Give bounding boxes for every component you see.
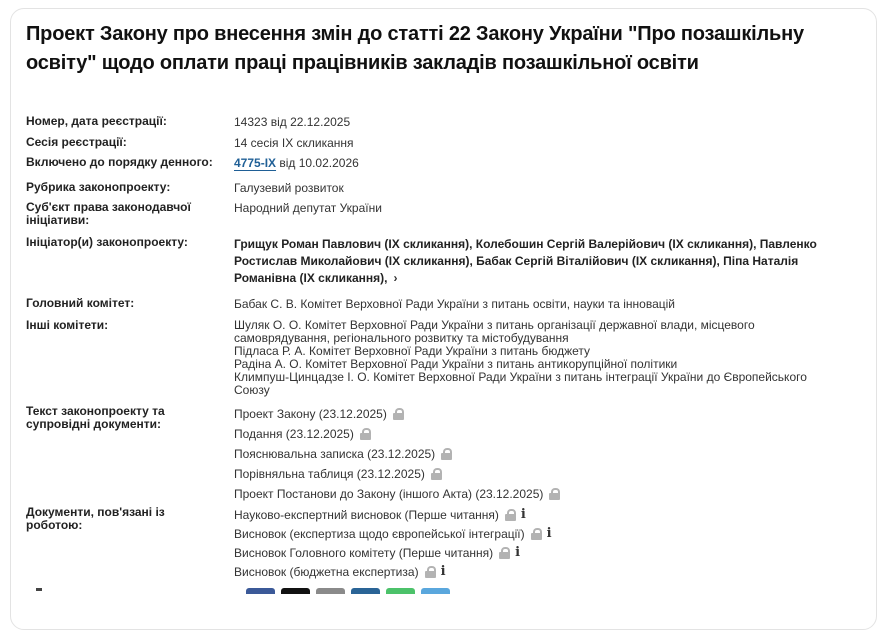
info-icon[interactable]: i	[520, 506, 526, 522]
agenda-date: від 10.02.2026	[276, 156, 359, 170]
field-label: Номер, дата реєстрації:	[26, 114, 167, 128]
document-title[interactable]: Висновок (експертиза щодо європейської інтеграції)	[234, 526, 525, 541]
document-title[interactable]: Висновок Головного комітету (Перше читання)	[234, 545, 494, 560]
field-value: Бабак С. В. Комітет Верховної Ради України з питань освіти, науки та інновацій	[234, 297, 675, 311]
field-label: Інші комітети:	[26, 318, 109, 332]
share-button[interactable]	[316, 588, 345, 594]
share-button[interactable]	[351, 588, 380, 594]
related-document-item[interactable]	[234, 505, 856, 524]
field-value: Народний депутат України	[234, 201, 382, 215]
lock-icon	[441, 448, 452, 460]
lock-icon	[360, 428, 371, 440]
field-value	[234, 156, 856, 170]
field-label: Текст законопроекту та супровідні документи:	[26, 404, 165, 431]
field-subject	[26, 201, 856, 227]
related-documents-list	[234, 505, 856, 581]
lock-icon	[431, 468, 442, 480]
document-item[interactable]	[234, 484, 856, 504]
related-document-item[interactable]	[234, 562, 856, 581]
initiators-list	[234, 236, 840, 287]
info-icon[interactable]: i	[546, 525, 552, 541]
lock-icon	[505, 509, 516, 521]
field-label: Включено до порядку денного:	[26, 155, 213, 169]
field-value: 14323 від 22.12.2025	[234, 115, 351, 129]
document-item[interactable]	[234, 404, 856, 424]
agenda-link[interactable]: 4775-IX	[234, 156, 277, 170]
field-registration	[26, 115, 856, 129]
field-initiators	[26, 236, 856, 287]
field-session	[26, 136, 856, 150]
lock-icon	[393, 408, 404, 420]
initiators-text[interactable]: Грищук Роман Павлович (IX скликання), Колебошин Сергій Валерійович (IX скликання), Павленко Ростислав Миколайович (IX скликання), Бабак Сергій Віталійович (IX скликання), Піпа Наталія Романівна (IX скликання),	[234, 237, 817, 285]
field-label: Рубрика законопроекту:	[26, 180, 171, 194]
field-label: Суб'єкт права законодавчої ініціативи:	[26, 200, 191, 227]
info-icon[interactable]: i	[440, 563, 446, 579]
committee-item: Шуляк О. О. Комітет Верховної Ради України з питань організації державної влади, місцевого самоврядування, регіонального розвитку та містобудування	[234, 318, 755, 345]
lock-icon	[531, 528, 542, 540]
committee-item: Підласа Р. А. Комітет Верховної Ради України з питань бюджету	[234, 344, 591, 358]
field-related-documents	[26, 506, 856, 581]
share-button[interactable]	[246, 588, 275, 594]
share-button[interactable]	[421, 588, 450, 594]
page-title: Проект Закону про внесення змін до статті 22 Закону України "Про позашкільну освіту" щодо оплати праці працівників закладів позашкільної освіти	[26, 23, 804, 74]
field-label: Головний комітет:	[26, 296, 135, 310]
field-other-committees	[26, 319, 856, 397]
document-title[interactable]: Пояснювальна записка (23.12.2025)	[234, 447, 436, 461]
document-item[interactable]	[234, 444, 856, 464]
share-button[interactable]	[386, 588, 415, 594]
lock-icon	[549, 488, 560, 500]
document-title[interactable]: Науково-експертний висновок (Перше читання)	[234, 507, 499, 522]
document-title[interactable]: Проект Постанови до Закону (іншого Акта) (23.12.2025)	[234, 487, 544, 501]
field-value: 14 сесія IX скликання	[234, 136, 354, 150]
field-label: Документи, пов'язані із роботою:	[26, 505, 165, 532]
field-main-committee	[26, 297, 856, 311]
field-label: Сесія реєстрації:	[26, 135, 127, 149]
lock-icon	[499, 547, 510, 559]
field-value: Галузевий розвиток	[234, 181, 344, 195]
field-documents	[26, 404, 856, 504]
committee-item: Климпуш-Цинцадзе І. О. Комітет Верховної Ради України з питань інтеграції України до Європейського Союзу	[234, 370, 807, 397]
committee-item: Радіна А. О. Комітет Верховної Ради України з питань антикорупційної політики	[234, 357, 678, 371]
share-buttons	[246, 588, 450, 594]
document-item[interactable]	[234, 464, 856, 484]
related-document-item[interactable]	[234, 524, 856, 543]
related-document-item[interactable]	[234, 543, 856, 562]
chevron-right-icon[interactable]: ›	[393, 271, 398, 285]
document-item[interactable]	[234, 424, 856, 444]
info-icon[interactable]: i	[515, 544, 521, 560]
share-button[interactable]	[281, 588, 310, 594]
field-agenda	[26, 156, 856, 170]
field-label: Ініціатор(и) законопроекту:	[26, 235, 188, 249]
lock-icon	[425, 566, 436, 578]
document-title[interactable]: Висновок (бюджетна експертиза)	[234, 564, 419, 579]
field-rubric	[26, 181, 856, 195]
document-title[interactable]: Подання (23.12.2025)	[234, 427, 354, 441]
document-title[interactable]: Порівняльна таблиця (23.12.2025)	[234, 467, 425, 481]
document-title[interactable]: Проект Закону (23.12.2025)	[234, 407, 387, 421]
committees-list	[234, 319, 824, 397]
documents-list	[234, 404, 856, 504]
